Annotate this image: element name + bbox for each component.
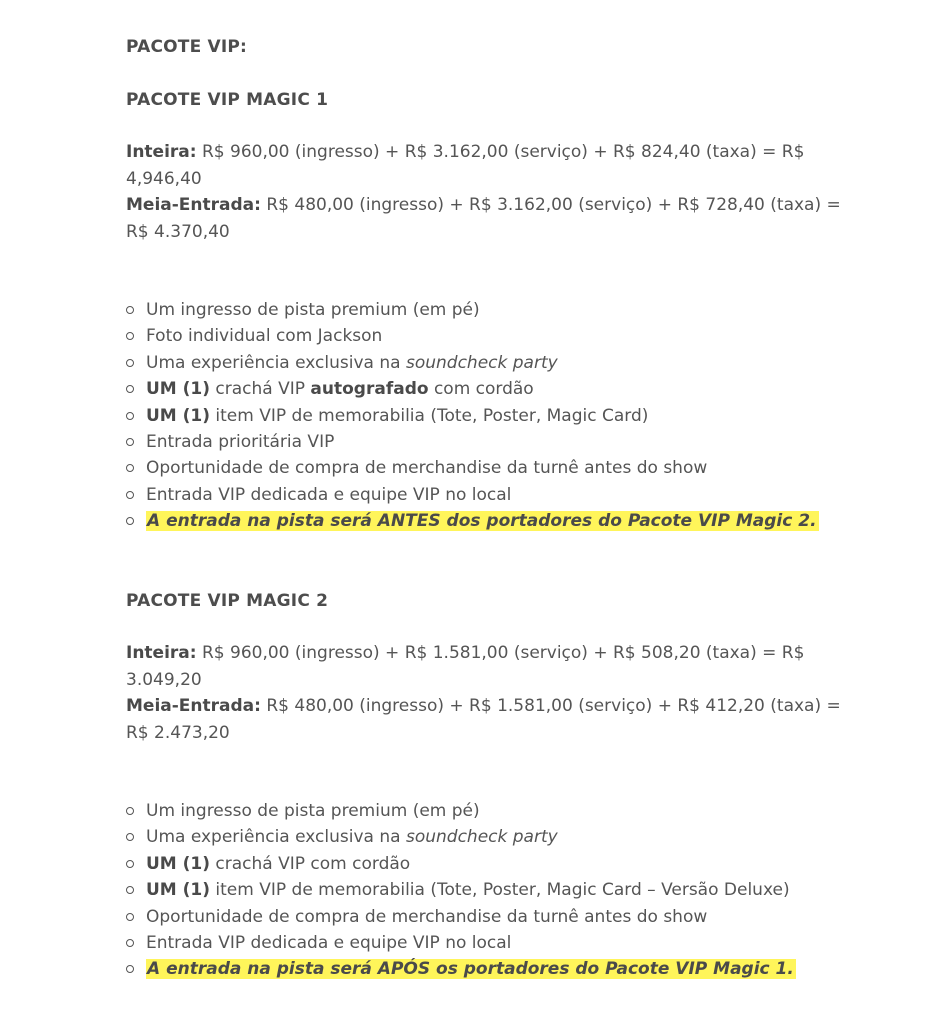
list-item: UM (1) item VIP de memorabilia (Tote, Poster, Magic Card – Versão Deluxe): [126, 877, 866, 903]
highlighted-note: A entrada na pista será ANTES dos portadores do Pacote VIP Magic 2.: [147, 511, 817, 532]
list-item-highlight: [126, 956, 866, 982]
bullet-icon: [126, 860, 134, 868]
list-item: Um ingresso de pista premium (em pé): [126, 297, 866, 323]
bullet-icon: [126, 913, 134, 921]
inteira-label: Inteira:: [126, 643, 197, 663]
bullet-icon: [126, 886, 134, 894]
bullet-icon: [126, 438, 134, 446]
list-item: Foto individual com Jackson: [126, 323, 866, 349]
package-1-benefits: [126, 297, 866, 535]
bullet-icon: [126, 412, 134, 420]
package-1-meia-price: [126, 192, 846, 245]
highlighted-note: A entrada na pista será APÓS os portadores do Pacote VIP Magic 1.: [147, 959, 794, 980]
inteira-value: R$ 960,00 (ingresso) + R$ 1.581,00 (serviço) + R$ 508,20 (taxa) = R$ 3.049,20: [126, 643, 805, 690]
list-item: Oportunidade de compra de merchandise da turnê antes do show: [126, 904, 866, 930]
inteira-value: R$ 960,00 (ingresso) + R$ 3.162,00 (serviço) + R$ 824,40 (taxa) = R$ 4,946,40: [126, 142, 805, 189]
bullet-icon: [126, 517, 134, 525]
package-1-title: PACOTE VIP MAGIC 1: [126, 90, 329, 110]
list-item: UM (1) item VIP de memorabilia (Tote, Poster, Magic Card): [126, 403, 866, 429]
list-item-highlight: [126, 508, 866, 534]
package-2-title: PACOTE VIP MAGIC 2: [126, 591, 329, 611]
package-1-inteira-price: [126, 139, 846, 192]
package-2-benefits: [126, 798, 866, 983]
list-item: Entrada prioritária VIP: [126, 429, 866, 455]
list-item: UM (1) crachá VIP com cordão: [126, 851, 866, 877]
list-item: UM (1) crachá VIP autografado com cordão: [126, 376, 866, 402]
bullet-icon: [126, 939, 134, 947]
page-title: PACOTE VIP:: [126, 37, 248, 57]
bullet-icon: [126, 833, 134, 841]
list-item: Entrada VIP dedicada e equipe VIP no local: [126, 482, 866, 508]
list-item: Entrada VIP dedicada e equipe VIP no local: [126, 930, 866, 956]
bullet-icon: [126, 359, 134, 367]
inteira-label: Inteira:: [126, 142, 197, 162]
bullet-icon: [126, 965, 134, 973]
meia-value: R$ 480,00 (ingresso) + R$ 1.581,00 (serviço) + R$ 412,20 (taxa) = R$ 2.473,20: [126, 696, 841, 743]
bullet-icon: [126, 306, 134, 314]
list-item: Uma experiência exclusiva na soundcheck party: [126, 824, 866, 850]
meia-label: Meia-Entrada:: [126, 696, 261, 716]
package-2-inteira-price: [126, 640, 846, 693]
list-item: Uma experiência exclusiva na soundcheck party: [126, 350, 866, 376]
package-2-meia-price: [126, 693, 846, 746]
meia-label: Meia-Entrada:: [126, 195, 261, 215]
bullet-icon: [126, 807, 134, 815]
list-item: Oportunidade de compra de merchandise da turnê antes do show: [126, 455, 866, 481]
bullet-icon: [126, 464, 134, 472]
list-item: Um ingresso de pista premium (em pé): [126, 798, 866, 824]
bullet-icon: [126, 332, 134, 340]
meia-value: R$ 480,00 (ingresso) + R$ 3.162,00 (serviço) + R$ 728,40 (taxa) = R$ 4.370,40: [126, 195, 841, 242]
bullet-icon: [126, 385, 134, 393]
bullet-icon: [126, 491, 134, 499]
